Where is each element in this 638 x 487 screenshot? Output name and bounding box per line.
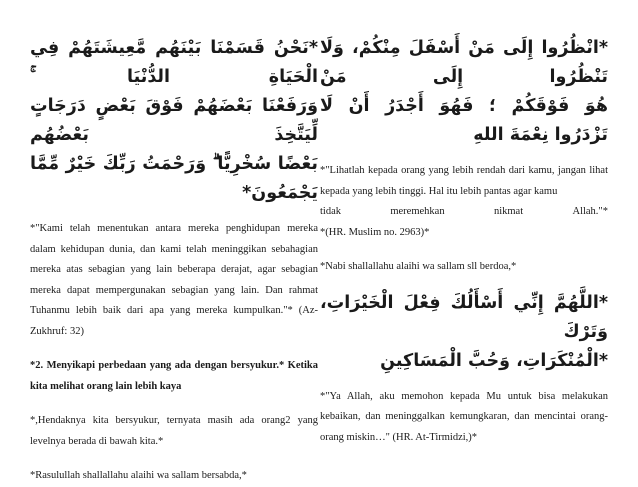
right-column: [320, 34, 608, 448]
word: nikmat: [493, 206, 524, 217]
arabic-verse-line: وَرَفَعْنَا بَعْضَهُمْ فَوْقَ بَعْضٍ دَرَجَاتٍ لِّيَتَّخِذَ بَعْضُهُم: [30, 96, 318, 145]
paragraph: *,Hendaknya kita bersyukur, ternyata masih ada orang2 yang levelnya berada di bawah kita.*: [30, 415, 318, 447]
arabic-hadith-line: *انْظُرُوا إِلَى مَنْ أَسْفَلَ مِنْكُمْ، وَلَا تَنْظُرُوا إِلَى مَنْ: [320, 38, 608, 87]
dua-translation: *"Ya Allah, aku memohon kepada Mu untuk bisa melakukan kebaikan, dan meninggalkan kemungkaran, dan mencintai orang-orang miskin…" (HR. At-Tirmidzi,)*: [320, 390, 608, 443]
paragraph: *Nabi shallallahu alaihi wa sallam sll berdoa,*: [320, 261, 517, 272]
word: tidak: [320, 206, 341, 217]
arabic-hadith-line: هُوَ فَوْقَكُمْ ؛ فَهُوَ أَجْدَرُ أَنْ لَا تَزْدَرُوا نِعْمَةَ اللهِ: [320, 96, 608, 145]
arabic-verse-line: *نَحْنُ قَسَمْنَا بَيْنَهُم مَّعِيشَتَهُمْ فِي الْحَيَاةِ الدُّنْيَا ۚ: [30, 38, 318, 87]
hadith-translation-tail: [320, 202, 608, 223]
left-column: [30, 34, 318, 487]
hadith-translation: *"Lihatlah kepada orang yang lebih rendah dari kamu, jangan lihat kepada yang lebih tinggi. Hal itu lebih pantas agar kamu: [320, 165, 608, 197]
arabic-dua-line: *الْمُنْكَرَاتِ، وَحُبَّ الْمَسَاكِينِ: [380, 350, 608, 371]
section-heading: *2. Menyikapi perbedaan yang ada dengan bersyukur.* Ketika kita melihat orang lain lebih kaya: [30, 360, 318, 392]
verse-translation: *"Kami telah menentukan antara mereka penghidupan mereka dalam kehidupan dunia, dan kami telah meninggikan sebahagian mereka atas sebagian yang lain beberapa derajat, agar sebagian mereka dapat mempergunakan sebagian yang lain. Dan rahmat Tuhanmu lebih baik dari apa yang mereka kumpulkan."* (Az-Zukhruf: 32): [30, 223, 318, 337]
hadith-reference: *(HR. Muslim no. 2963)*: [320, 226, 430, 238]
word: Allah."*: [572, 206, 608, 217]
word: meremehkan: [390, 206, 445, 217]
paragraph: *Rasulullah shallallahu alaihi wa sallam bersabda,*: [30, 470, 247, 481]
arabic-dua-line: *اللَّهُمَّ إِنِّي أَسْأَلُكَ فِعْلَ الْخَيْرَاتِ، وَتَرْكَ: [320, 292, 608, 342]
arabic-verse-line: بَعْضًا سُخْرِيًّا ۗ وَرَحْمَتُ رَبِّكَ خَيْرٌ مِّمَّا يَجْمَعُونَ*: [30, 154, 318, 203]
